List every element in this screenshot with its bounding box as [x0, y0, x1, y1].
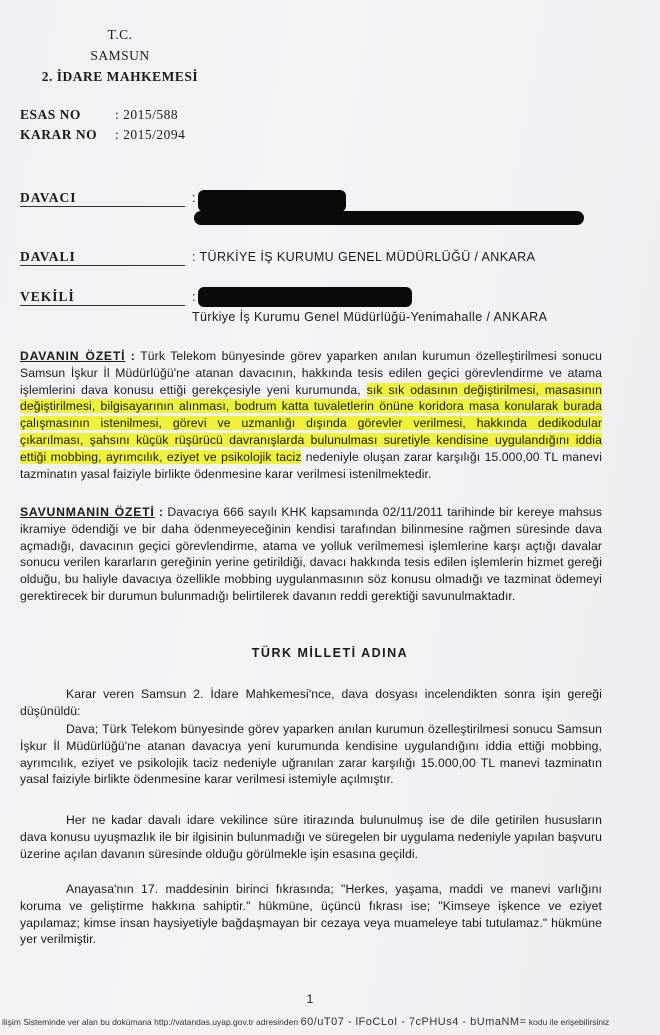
esas-no-label: ESAS NO: [20, 107, 81, 122]
vekili-label: VEKİLİ: [20, 289, 185, 306]
davanin-ozeti-title: DAVANIN ÖZETİ: [20, 349, 126, 363]
karar-no-row: [20, 127, 185, 143]
footer-text: ilişim Sisteminde ver alan bu dokümana http://vatandas.uyap.gov.tr adresinden: [2, 1017, 299, 1027]
karar-no-label: KARAR NO: [20, 127, 98, 142]
footer-verification-code: 60/uT07 - lFoCLoI - 7cPHUs4 - bUmaNM=: [300, 1016, 527, 1028]
savunma-text: Davacıya 666 sayılı KHK kapsamında 02/11/2011 tarihinde bir kereye mahsus ikramiye ödendiği ve bir daha ödenmeyeceğinin kendisi tarafından bilinmesine rağmen süresinde dava açmadığı, davacının geçici görevlendirme, atama ve yolluk verilmemesi işlemlerine karşı açtığı davalar sonucu verilen kararların gereğinin yerine getirildiği, davacı hakkında tesis edilen işlemlerin hizmet gereği olduğu, bu haliyle davacıya özellikle mobbing uygulanmasının söz konusu olmadığı ve tazminat ödemeyi gerektirecek bir durumun bulunmadığı belirtilerek davanın reddi gerektiği savunulmaktadır.: [20, 505, 603, 603]
karar-no-value: : 2015/2094: [115, 127, 186, 142]
page-number: 1: [306, 992, 314, 1006]
davanin-ozeti-colon: :: [125, 349, 141, 363]
vekili-colon: :: [192, 290, 196, 304]
davanin-text-b: nedeniyle oluşan zarar karşılığı 15.000,00 TL manevi tazminatın yasal faiziyle birlikte ödenmesine karar verilmesi istenilmektedir.: [20, 449, 602, 481]
redaction-davaci-name: [198, 190, 346, 212]
davanin-ozeti-paragraph: [20, 348, 602, 482]
footer-tail: kodu ile erişebilirsiniz: [528, 1017, 610, 1027]
header-line-city: SAMSUN: [90, 48, 150, 63]
davaci-label: DAVACI: [20, 190, 185, 207]
body-paragraph-2: Dava; Türk Telekom bünyesinde görev yaparken anılan kurumun özelleştirilmesi sonucu Samsun İşkur İl Müdürlüğü'ne atanan davacıya yeni kurumunda kendisine uygulandığını iddia ettiği mobbing, ayrımcılık, eziyet ve psikolojik taciz nedeniyle uğranılan zarar karşılığı 15.000,00 TL manevi tazminatın yasal faiziyle birlikte ödenmesine karar verilmesi istemiyle açılmıştır.: [20, 722, 602, 787]
davanin-text-a: Türk Telekom bünyesinde görev yaparken anılan kurumun özelleştirilmesi sonucu Samsun İşkur İl Müdürlüğü'ne atanan davacının, hakkında tesis edilen geçici görevlendirme ve atama işlemlerini dava konusu ettiği gerekçesiyle yeni kurumunda,: [20, 349, 602, 397]
esas-no-value: : 2015/588: [115, 107, 179, 122]
savunmanin-ozeti-paragraph: [20, 504, 602, 605]
redaction-davaci-address: [194, 211, 584, 225]
davanin-highlighted-text: sık sık odasının değiştirilmesi, masasının değiştirilmesi, bilgisayarının alınması, bodrum katta tuvaletlerin önüne koridora masa konularak burada çalışmasının istenilmesi, görevi ve uzmanlığı dışında görevler verilmesi, hakkında dedikodular çıkarılması, şahsını küçük rüşürücü davranışlarda bulunulması suretiyle kendisine uygulandığını iddia ettiği mobbing, ayrımcılık, eziyet ve psikolojik taciz: [20, 382, 602, 464]
davaci-colon: :: [192, 191, 196, 205]
body-paragraph-4: Anayasa'nın 17. maddesinin birinci fıkrasında; "Herkes, yaşama, maddi ve manevi varlığını koruma ve geliştirme hakkına sahiptir." hükmüne, üçüncü fıkrası ise; "Kimseye işkence ve eziyet yapılamaz; kimse insan haysiyetiyle bağdaşmayan bir cezaya veya muameleye tabi tutulamaz." hükmüne yer verilmiştir.: [20, 882, 602, 947]
esas-no-row: [20, 107, 178, 123]
body-paragraph-1: Karar veren Samsun 2. İdare Mahkemesi'nce, dava dosyası incelendikten sonra işin gereği düşünüldü:: [20, 687, 602, 718]
redaction-vekil-name: [198, 287, 412, 307]
davali-label: DAVALI: [20, 249, 185, 266]
header-line-tc: T.C.: [107, 27, 133, 42]
savunmanin-ozeti-colon: :: [154, 505, 168, 519]
davali-text: : TÜRKİYE İŞ KURUMU GENEL MÜDÜRLÜĞÜ / ANKARA: [192, 250, 536, 264]
vekili-address: Türkiye İş Kurumu Genel Müdürlüğü-Yenimahalle / ANKARA: [192, 310, 548, 324]
uyap-footer: [0, 1016, 660, 1035]
header-line-court: 2. İDARE MAHKEMESİ: [41, 69, 199, 84]
body-paragraph-3: Her ne kadar davalı idare vekilince süre itirazında bulunulmuş ise de dile getirilen hususların dava konusu uyuşmazlık ile bir ilgisinin bulunmadığı ve süregelen bir uygulama nedeniyle yapılan başvuru üzerine açılan davanın süresinde olduğu görülmekle işin esasına geçildi.: [20, 813, 602, 861]
court-header: [30, 24, 210, 87]
savunmanin-ozeti-title: SAVUNMANIN ÖZETİ: [20, 505, 155, 519]
verdict-title: TÜRK MİLLETİ ADINA: [251, 646, 409, 660]
